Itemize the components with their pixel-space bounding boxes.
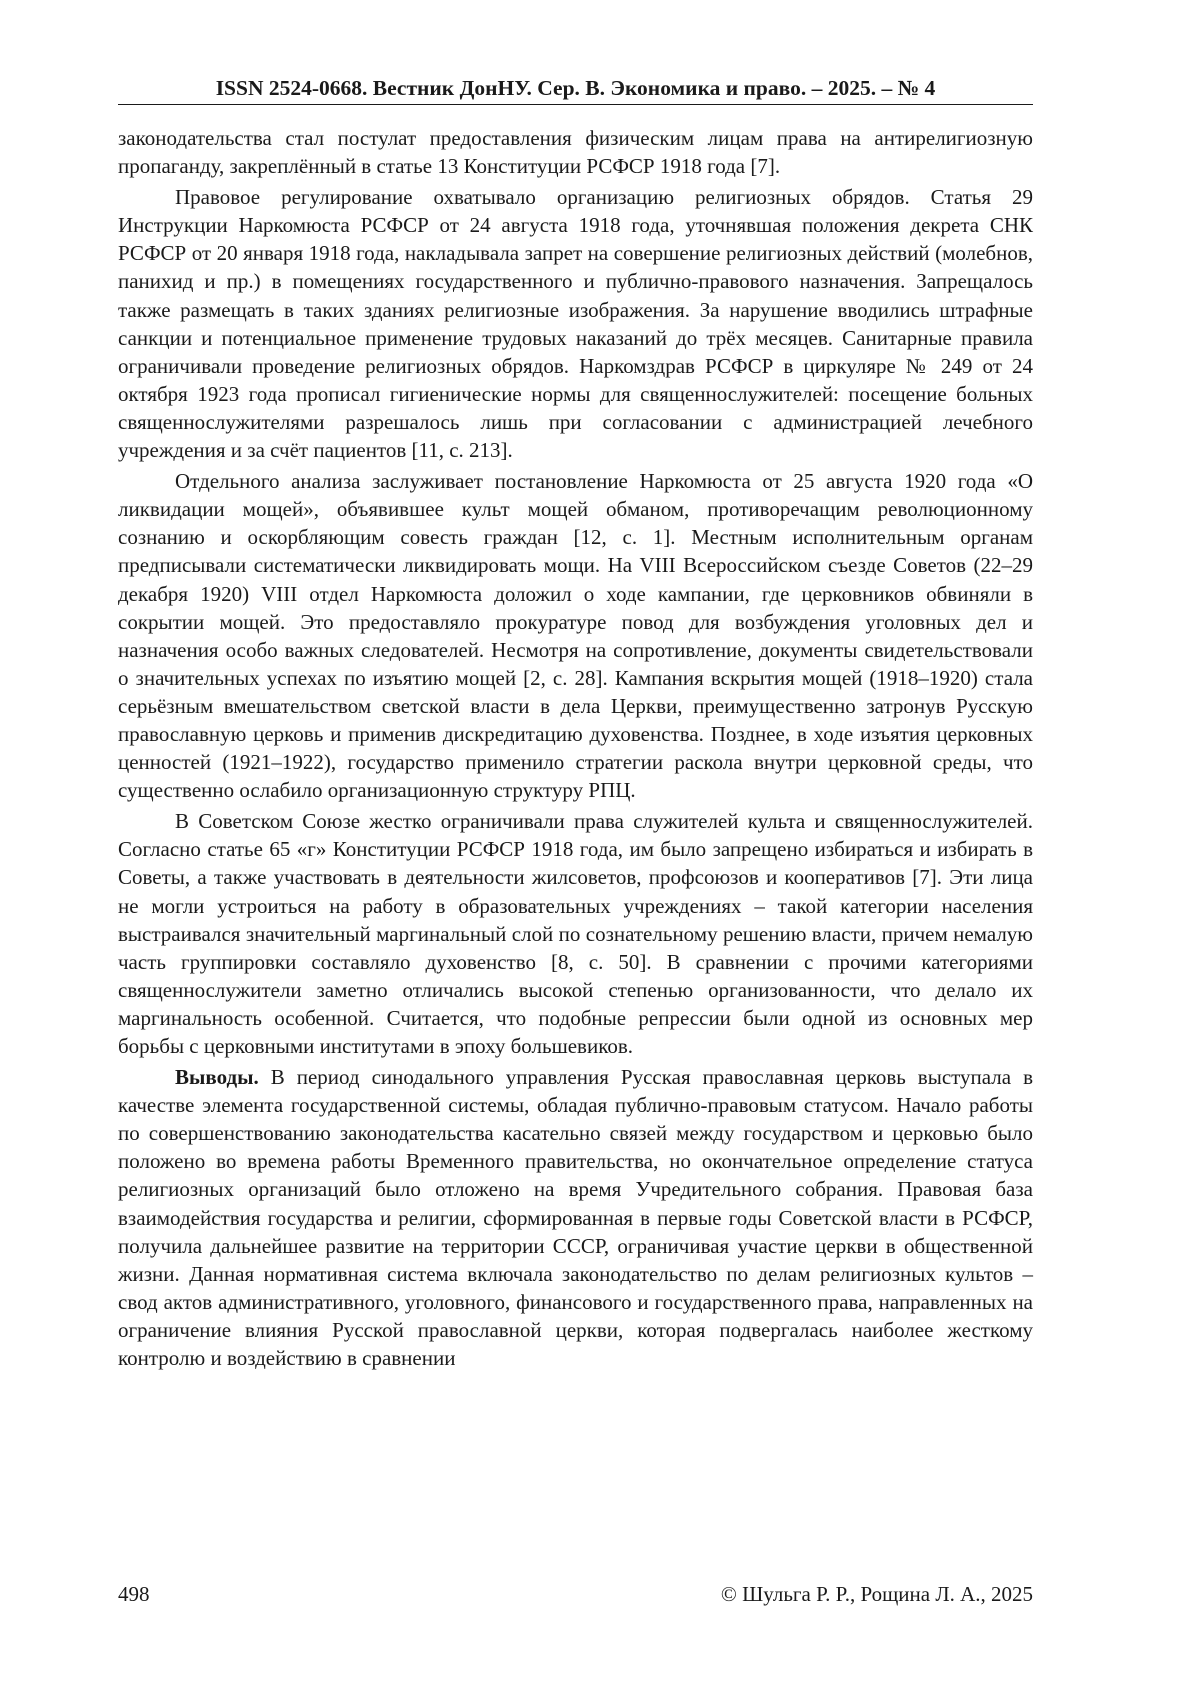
running-header: ISSN 2524-0668. Вестник ДонНУ. Сер. В. Экономика и право. – 2025. – № 4 [215, 76, 936, 100]
copyright-notice: © Шульга Р. Р., Рощина Л. А., 2025 [720, 1582, 1033, 1606]
paragraph-conclusions [118, 1063, 1033, 1372]
paragraph-religious-rites: Правовое регулирование охватывало организацию религиозных обрядов. Статья 29 Инструкции Наркомюста РСФСР от 24 августа 1918 года, уточнявшая положения декрета СНК РСФСР от 20 января 1918 года, накладывала запрет на совершение религиозных действий (молебнов, панихид и пр.) в помещениях государственного и публично-правового назначения. Запрещалось также размещать в таких зданиях религиозные изображения. За нарушение вводились штрафные санкции и потенциальное применение трудовых наказаний до трёх месяцев. Санитарные правила ограничивали проведение религиозных обрядов. Наркомздрав РСФСР в циркуляре № 249 от 24 октября 1923 года прописал гигиенические нормы для священнослужителей: посещение больных священнослужителями разрешалось лишь при согласовании с администрацией лечебного учреждения и за счёт пациентов [11, с. 213]. [118, 185, 1033, 463]
conclusions-label: Выводы. [175, 1065, 259, 1090]
paragraph-relics-campaign: Отдельного анализа заслуживает постановление Наркомюста от 25 августа 1920 года «О ликвидации мощей», объявившее культ мощей обманом, противоречащим революционному сознанию и оскорбляющим совесть граждан [12, с. 1]. Местным исполнительным органам предписывали систематически ликвидировать мощи. На VIII Всероссийском съезде Советов (22–29 декабря 1920) VIII отдел Наркомюста доложил о ходе кампании, где церковников обвиняли в сокрытии мощей. Это предоставляло прокуратуре повод для возбуждения уголовных дел и назначения особо важных следователей. Несмотря на сопротивление, документы свидетельствовали о значительных успехах по изъятию мощей [2, с. 28]. Кампания вскрытия мощей (1918–1920) стала серьёзным вмешательством светской власти в дела Церкви, преимущественно затронув Русскую православную церковь и применив дискредитацию духовенства. Позднее, в ходе изъятия церковных ценностей (1921–1922), государство применило стратегии раскола внутри церковной среды, что существенно ослабило организационную структуру РПЦ. [118, 469, 1033, 803]
article-body [118, 124, 1033, 1375]
header-divider [118, 104, 1033, 105]
page-number: 498 [118, 1582, 150, 1606]
conclusions-text: В период синодального управления Русская православная церковь выступала в качестве элемента государственной системы, обладая публично-правовым статусом. Начало работы по совершенствованию законодательства касательно связей между государством и церковью было положено во времена работы Временного правительства, но окончательное определение статуса религиозных организаций было отложено на время Учредительного собрания. Правовая база взаимодействия государства и религии, сформированная в первые годы Советской власти в РСФСР, получила дальнейшее развитие на территории СССР, ограничивая участие церкви в общественной жизни. Данная нормативная система включала законодательство по делам религиозных культов – свод актов административного, уголовного, финансового и государственного права, направленных на ограничение влияния Русской православной церкви, которая подвергалась наиболее жесткому контролю и воздействию в сравнении [118, 1065, 1033, 1371]
paragraph-continuation: законодательства стал постулат предоставления физическим лицам права на антирелигиозную пропаганду, закреплённый в статье 13 Конституции РСФСР 1918 года [7]. [118, 126, 1033, 179]
paragraph-clergy-rights: В Советском Союзе жестко ограничивали права служителей культа и священнослужителей. Согласно статье 65 «г» Конституции РСФСР 1918 года, им было запрещено избираться и избирать в Советы, а также участвовать в деятельности жилсоветов, профсоюзов и кооперативов [7]. Эти лица не могли устроиться на работу в образовательных учреждениях – такой категории населения выстраивался значительный маргинальный слой по сознательному решению власти, причем немалую часть группировки составляло духовенство [8, с. 50]. В сравнении с прочими категориями священнослужители заметно отличались высокой степенью организованности, что делало их маргинальность особенной. Считается, что подобные репрессии были одной из основных мер борьбы с церковными институтами в эпоху большевиков. [118, 809, 1033, 1058]
